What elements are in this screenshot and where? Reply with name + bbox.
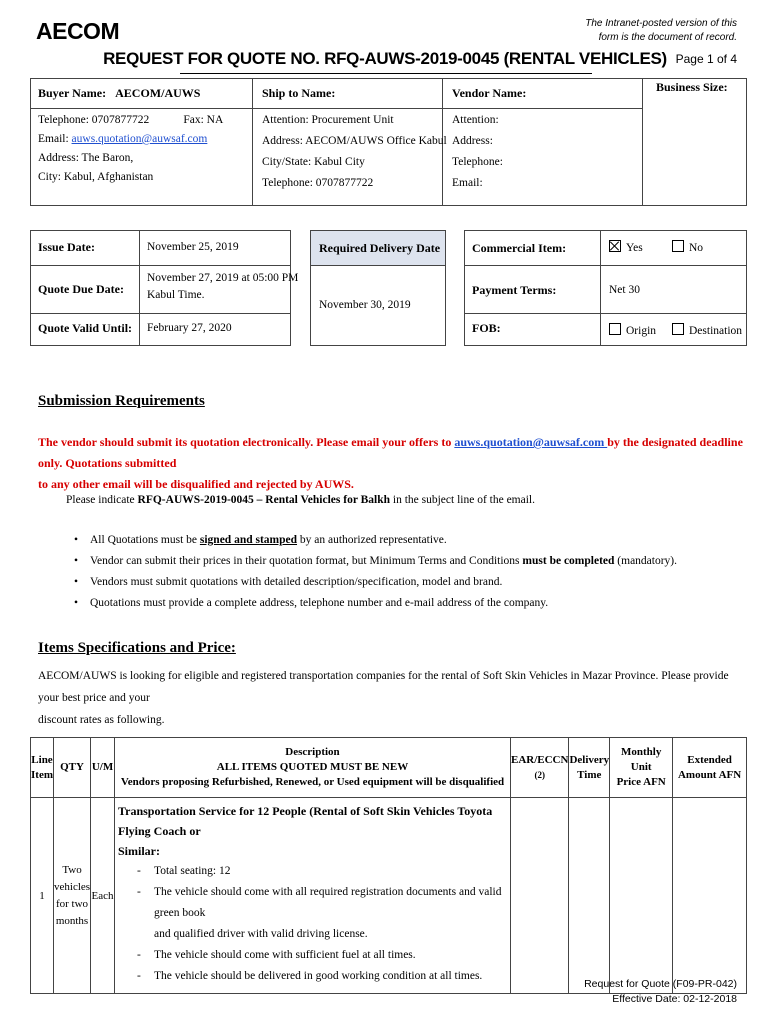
submission-email-link[interactable]: auws.quotation@auwsaf.com — [454, 435, 608, 449]
col-description-1: Description — [285, 746, 340, 758]
submission-warning-line2: to any other email will be disqualified and rejected by AUWS. — [38, 477, 354, 491]
buyer-fax: Fax: NA — [183, 114, 224, 126]
row-delivery-cell[interactable] — [569, 798, 610, 994]
bullet2-text1: Vendor can submit their prices in their quotation format, but Minimum Terms and Conditions — [90, 555, 523, 567]
parties-header-rule — [30, 108, 642, 109]
ship-to-details — [262, 110, 447, 194]
record-notice-line2: form is the document of record. — [598, 32, 737, 43]
fob-origin-option[interactable] — [609, 321, 656, 342]
col-delivery-2: Time — [577, 768, 602, 781]
buyer-label: Buyer Name: — [38, 86, 107, 100]
parties-divider-3 — [642, 78, 643, 206]
row-um: Each — [91, 798, 115, 994]
spec-item — [118, 882, 508, 945]
col-delivery-1: Delivery — [569, 753, 610, 766]
submission-warning-text1: The vendor should submit its quotation electronically. Please email your offers to — [38, 435, 455, 449]
col-extended-amount — [673, 738, 747, 798]
ship-attention: Attention: Procurement Unit — [262, 114, 394, 126]
commercial-yes-label: Yes — [626, 242, 643, 254]
checkbox-icon[interactable] — [672, 323, 684, 335]
col-extended-1: Extended — [687, 753, 732, 766]
items-section-title: Items Specifications and Price: — [38, 640, 236, 656]
row-qty-4: months — [55, 914, 89, 927]
buyer-email-label: Email: — [38, 133, 69, 145]
delivery-value: November 30, 2019 — [319, 299, 411, 311]
bullet3-text: Vendors must submit quotations with detailed description/specification, model and brand. — [90, 576, 503, 588]
record-notice — [537, 17, 737, 45]
submission-title: Submission Requirements — [38, 393, 205, 409]
ship-telephone: Telephone: 0707877722 — [262, 177, 374, 189]
vendor-name-label: Vendor Name: — [452, 86, 527, 100]
row-description-title-2: Similar: — [118, 844, 160, 858]
buyer-city: City: Kabul, Afghanistan — [38, 171, 154, 183]
submission-bullets — [72, 530, 752, 614]
payment-terms-value: Net 30 — [609, 284, 640, 296]
col-monthly-unit-price — [610, 738, 673, 798]
spec-item: - The vehicle should come with sufficient fuel at all times. — [118, 945, 508, 966]
buyer-name — [38, 86, 200, 101]
ship-address: Address: AECOM/AUWS Office Kabul — [262, 135, 447, 147]
spec-item: - The vehicle should be delivered in good working condition at all times. — [118, 966, 508, 987]
commercial-no-label: No — [689, 242, 704, 254]
items-intro — [38, 665, 750, 731]
aecom-logo: AECOM — [36, 18, 120, 44]
row-qty-1: Two — [62, 863, 82, 876]
commercial-yes-option[interactable] — [609, 238, 643, 259]
title-underline — [180, 73, 592, 74]
footer — [584, 977, 737, 1007]
vendor-telephone: Telephone: — [452, 156, 503, 168]
items-intro-line1: AECOM/AUWS is looking for eligible and registered transportation companies for the rental of Soft Skin Vehicles in Mazar Province. Please provide your best price and your — [38, 670, 729, 704]
submission-warning-text2: by the designated deadline only. Quotations submitted — [38, 435, 743, 470]
col-description-2: ALL ITEMS QUOTED MUST BE NEW — [216, 761, 409, 773]
col-monthly-2: Price AFN — [616, 776, 666, 788]
commercial-no-option[interactable] — [672, 238, 703, 259]
spec2-line1: - The vehicle should come with all required registration documents and valid green book — [154, 886, 502, 919]
list-item — [72, 551, 752, 572]
footer-form-number: Request for Quote (F09-PR-042) — [584, 978, 737, 990]
vendor-details — [452, 110, 503, 194]
page-number: Page 1 of 4 — [675, 52, 737, 66]
bullet2-text2: (mandatory). — [614, 555, 678, 567]
buyer-phone-row — [38, 111, 223, 130]
parties-divider-1 — [252, 78, 253, 206]
row-extended-amount-cell[interactable] — [673, 798, 747, 994]
submission-warning — [38, 432, 748, 495]
row-qty-2: vehicles — [54, 880, 91, 893]
row-line-number: 1 — [31, 798, 54, 994]
spec2-line2: and qualified driver with valid driving license. — [154, 928, 368, 940]
buyer-telephone: Telephone: 0707877722 — [38, 114, 150, 126]
record-notice-line1: The Intranet-posted version of this — [585, 18, 737, 29]
vendor-attention: Attention: — [452, 114, 499, 126]
quote-due-label: Quote Due Date: — [38, 282, 124, 296]
vendor-address: Address: — [452, 135, 493, 147]
quote-due-value-line2: Kabul Time. — [147, 289, 205, 301]
col-line-item-2: Item — [31, 768, 53, 781]
row-monthly-price-cell[interactable] — [610, 798, 673, 994]
subject-rfq-ref: RFQ-AUWS-2019-0045 – Rental Vehicles for Balkh — [137, 494, 391, 506]
table-header-row — [31, 738, 747, 798]
bullet2-bold: must be completed — [522, 555, 615, 567]
col-extended-2: Amount AFN — [677, 768, 742, 781]
quote-valid-label: Quote Valid Until: — [38, 321, 133, 335]
bullet1-text2: by an authorized representative. — [297, 534, 447, 546]
fob-destination-option[interactable] — [672, 321, 742, 342]
list-item — [72, 593, 752, 614]
bullet4-text: Quotations must provide a complete address, telephone number and e-mail address of the company. — [90, 597, 549, 609]
col-ear-eccn-2: (2) — [534, 769, 545, 780]
col-monthly-1: Monthly Unit — [621, 746, 662, 773]
spec-item: - Total seating: 12 — [118, 861, 508, 882]
subject-text2: in the subject line of the email. — [390, 494, 536, 506]
col-qty: QTY — [54, 738, 91, 798]
col-delivery-time — [569, 738, 610, 798]
buyer-address: Address: The Baron, — [38, 152, 134, 164]
issue-date-label: Issue Date: — [38, 240, 95, 254]
ship-to-label: Ship to Name: — [262, 86, 336, 100]
fob-label: FOB: — [472, 321, 501, 335]
ship-city: City/State: Kabul City — [262, 156, 365, 168]
checkbox-icon[interactable] — [672, 240, 684, 252]
page-title: REQUEST FOR QUOTE NO. RFQ-AUWS-2019-0045 (RENTAL VEHICLES) — [103, 49, 667, 68]
col-ear-eccn-1: EAR/ECCN — [510, 753, 569, 766]
footer-effective-date: Effective Date: 02-12-2018 — [612, 993, 737, 1005]
list-item — [72, 572, 752, 593]
submission-warning-line1 — [38, 432, 748, 474]
checked-box-icon[interactable] — [609, 240, 621, 252]
checkbox-icon[interactable] — [609, 323, 621, 335]
row-description — [115, 798, 511, 994]
payment-terms-label: Payment Terms: — [472, 283, 557, 297]
row-qty-3: for two — [55, 897, 89, 910]
bullet1-text1: All Quotations must be — [90, 534, 200, 546]
buyer-email-link[interactable]: auws.quotation@auwsaf.com — [71, 133, 208, 145]
commercial-label: Commercial Item: — [472, 241, 567, 255]
buyer-value: AECOM/AUWS — [115, 86, 201, 100]
list-item — [72, 530, 752, 551]
row-qty — [54, 798, 91, 994]
col-description-3: Vendors proposing Refurbished, Renewed, or Used equipment will be disqualified — [120, 776, 505, 788]
row-ear-eccn-cell[interactable] — [510, 798, 568, 994]
quote-valid-value: February 27, 2020 — [147, 322, 232, 334]
buyer-details — [38, 111, 223, 187]
col-line-item-1: Line — [31, 753, 53, 766]
col-ear-eccn — [510, 738, 568, 798]
subject-text1: Please indicate — [66, 494, 138, 506]
delivery-label: Required Delivery Date — [319, 241, 441, 255]
col-um: U/M — [91, 738, 115, 798]
fob-destination-label: Destination — [689, 325, 743, 337]
quote-due-value-line1: November 27, 2019 at 05:00 PM — [147, 272, 299, 284]
buyer-email-row — [38, 130, 223, 149]
table-row — [31, 798, 747, 994]
vendor-email: Email: — [452, 177, 483, 189]
items-intro-line2: discount rates as following. — [38, 714, 165, 726]
business-size-label: Business Size: — [656, 80, 728, 94]
row-description-title-1: Transportation Service for 12 People (Rental of Soft Skin Vehicles Toyota Flying Coach or — [118, 804, 493, 838]
quote-due-value — [147, 270, 298, 304]
issue-date-value: November 25, 2019 — [147, 241, 239, 253]
fob-origin-label: Origin — [626, 325, 657, 337]
col-description — [115, 738, 511, 798]
bullet1-bold: signed and stamped — [199, 534, 298, 546]
items-table — [30, 737, 747, 994]
subject-line-instruction — [66, 490, 535, 511]
col-line-item — [31, 738, 54, 798]
